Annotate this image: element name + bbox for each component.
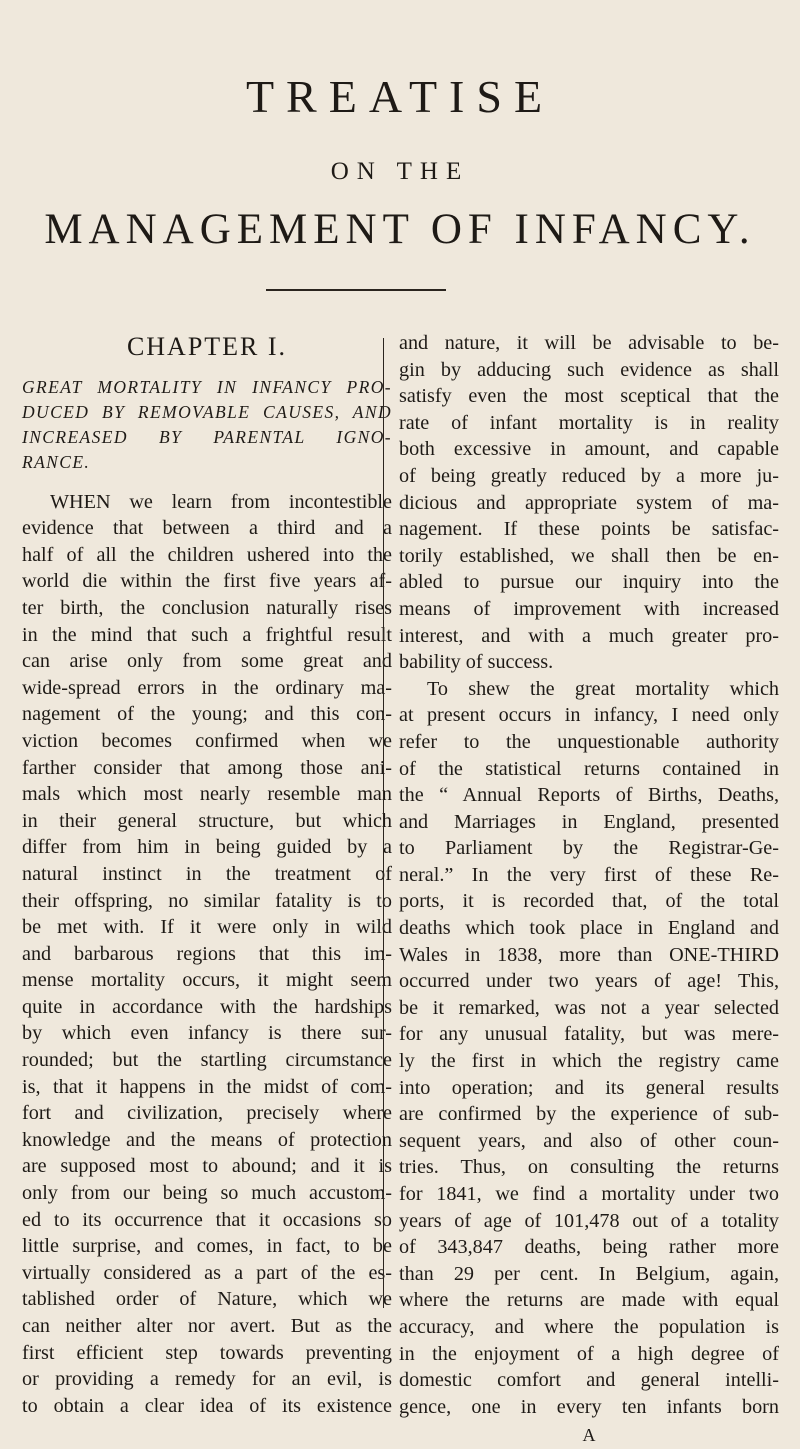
text-line: rate of infant mortality is in reality (399, 411, 779, 434)
left-body-text (22, 489, 392, 1420)
text-line: is, that it happens in the midst of com- (22, 1075, 392, 1098)
text-line: their offspring, no similar fatality is to (22, 889, 392, 912)
text-line: farther consider that among those ani- (22, 756, 392, 779)
text-line: nagement of the young; and this con- (22, 703, 392, 726)
text-line: viction becomes confirmed when we (22, 729, 392, 752)
text-line: torily established, we shall then be en- (399, 544, 779, 567)
text-line: where the returns are made with equal (399, 1289, 779, 1312)
text-line: ter birth, the conclusion naturally rises (22, 596, 392, 619)
text-line: by which even infancy is there sur- (22, 1022, 392, 1045)
text-line: fort and civilization, precisely where (22, 1102, 392, 1125)
text-line: sequent years, and also of other coun- (399, 1129, 779, 1152)
text-line: refer to the unquestionable authority (399, 730, 779, 753)
catchword: A (582, 1425, 596, 1446)
text-line: quite in accordance with the hardships (22, 995, 392, 1018)
text-line: interest, and with a much greater pro- (399, 624, 779, 647)
text-line: can arise only from some great and (22, 650, 392, 673)
text-line: mense mortality occurs, it might seem (22, 969, 392, 992)
text-line: to Parliament by the Registrar-Ge- (399, 837, 779, 860)
text-line: To shew the great mortality which (427, 677, 779, 700)
title-rule-divider (266, 289, 446, 291)
text-line: gin by adducing such evidence as shall (399, 358, 779, 381)
text-line: at present occurs in infancy, I need only (399, 704, 779, 727)
text-line: tablished order of Nature, which we (22, 1288, 392, 1311)
text-line: are confirmed by the experience of sub- (399, 1103, 779, 1126)
text-line: little surprise, and comes, in fact, to be (22, 1235, 392, 1258)
text-line: differ from him in being guided by a (22, 836, 392, 859)
column-divider (383, 338, 384, 1308)
text-line: means of improvement with increased (399, 597, 779, 620)
text-line: ly the first in which the registry came (399, 1050, 779, 1073)
text-line: be met with. If it were only in wild (22, 916, 392, 939)
text-line: or providing a remedy for an evil, is (22, 1368, 392, 1391)
text-line: rounded; but the startling circumstance (22, 1049, 392, 1072)
text-line: than 29 per cent. In Belgium, again, (399, 1262, 779, 1285)
text-line: first efficient step towards preventing (22, 1341, 392, 1364)
title-on-the: ON THE (330, 158, 470, 185)
text-line: and barbarous regions that this im- (22, 942, 392, 965)
text-line: into operation; and its general results (399, 1076, 779, 1099)
text-line: half of all the children ushered into the (22, 543, 392, 566)
text-line: the “ Annual Reports of Births, Deaths, (399, 784, 779, 807)
summary-line: RANCE. (22, 451, 91, 472)
summary-line: GREAT MORTALITY IN INFANCY PRO- (22, 376, 392, 397)
text-line: for 1841, we find a mortality under two (399, 1183, 779, 1205)
text-line: WHEN we learn from incontestible (50, 490, 392, 513)
right-column (399, 330, 779, 1446)
text-line: only from our being so much accustom- (22, 1182, 392, 1205)
text-line: for any unusual fatality, but was mere- (399, 1023, 779, 1046)
text-line: virtually considered as a part of the es- (22, 1261, 392, 1284)
text-line: to obtain a clear idea of its existence (22, 1394, 392, 1417)
text-line: years of age of 101,478 out of a totality (399, 1209, 779, 1232)
text-line: both excessive in amount, and capable (399, 438, 779, 461)
text-line: bability of success. (399, 651, 554, 674)
text-line: tries. Thus, on consulting the returns (399, 1156, 779, 1179)
right-body-text (399, 330, 779, 1420)
text-line: nagement. If these points be satisfac- (399, 518, 779, 541)
summary-line: DUCED BY REMOVABLE CAUSES, AND (22, 401, 392, 422)
text-line: of 343,847 deaths, being rather more (399, 1236, 779, 1259)
text-line: ports, it is recorded that, of the total (399, 890, 779, 913)
text-line: are supposed most to abound; and it is (22, 1155, 392, 1178)
text-line: dicious and appropriate system of ma- (399, 491, 779, 514)
text-line: of the statistical returns contained in (399, 757, 779, 780)
text-line: world die within the first five years af- (22, 570, 392, 593)
text-line: in the mind that such a frightful result (22, 623, 392, 646)
left-column (22, 330, 392, 1417)
text-line: abled to pursue our inquiry into the (399, 571, 779, 594)
text-line: natural instinct in the treatment of (22, 862, 392, 885)
text-line: domestic comfort and general intelli- (399, 1369, 779, 1392)
text-line: in their general structure, but which (22, 809, 392, 832)
text-line: gence, one in every ten infants born (399, 1395, 779, 1418)
title-management-of-infancy: MANAGEMENT OF INFANCY. (44, 206, 756, 253)
text-line: mals which most nearly resemble man (22, 783, 392, 806)
text-line: neral.” In the very first of these Re- (399, 863, 779, 886)
text-line: of being greatly reduced by a more ju- (399, 464, 779, 487)
summary-line: INCREASED BY PARENTAL IGNO- (22, 426, 392, 447)
text-line: evidence that between a third and a (22, 517, 392, 540)
text-line: accuracy, and where the population is (399, 1315, 779, 1338)
chapter-heading: CHAPTER I. (126, 332, 288, 361)
text-line: and Marriages in England, presented (399, 810, 779, 833)
text-line: wide-spread errors in the ordinary ma- (22, 676, 392, 699)
text-line: occurred under two years of age! This, (399, 970, 779, 993)
text-line: Wales in 1838, more than ONE-THIRD (399, 943, 779, 966)
text-line: and nature, it will be advisable to be- (399, 332, 779, 354)
chapter-summary (22, 375, 392, 475)
text-line: satisfy even the most sceptical that the (399, 385, 779, 408)
text-line: knowledge and the means of protection (22, 1128, 392, 1151)
title-treatise: TREATISE (245, 71, 555, 122)
text-line: be it remarked, was not a year selected (399, 996, 779, 1019)
text-line: deaths which took place in England and (399, 917, 779, 940)
text-line: can neither alter nor avert. But as the (22, 1315, 392, 1337)
text-line: in the enjoyment of a high degree of (399, 1342, 779, 1365)
text-line: ed to its occurrence that it occasions so (22, 1208, 392, 1231)
